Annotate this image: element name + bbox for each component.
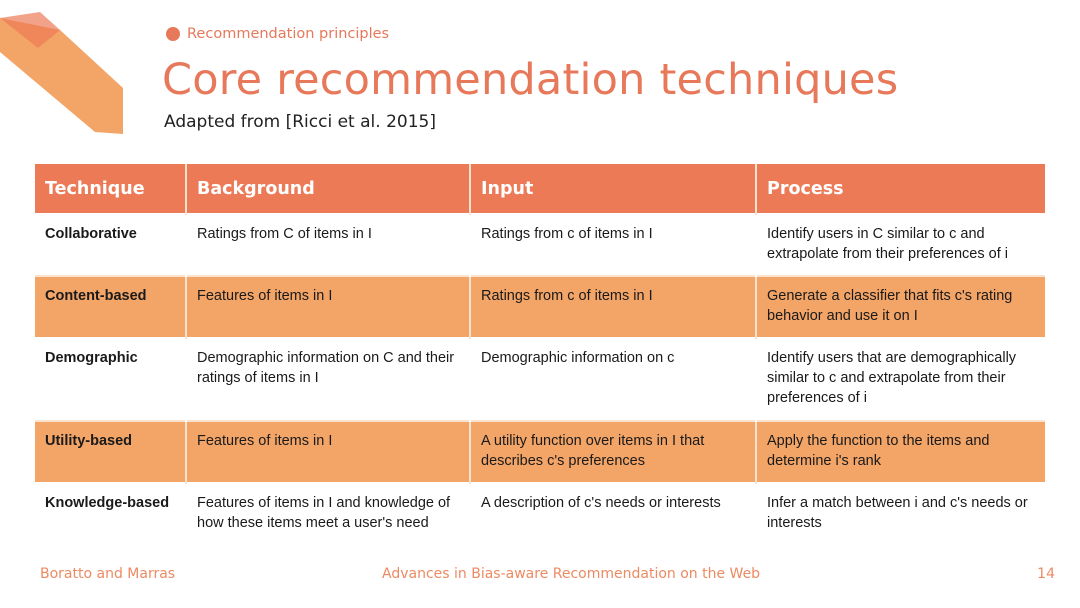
corner-decoration-graphic (0, 0, 140, 140)
page-title: Core recommendation techniques (162, 55, 899, 105)
cell-input: Ratings from c of items in I (470, 276, 756, 338)
cell-input: Ratings from c of items in I (470, 214, 756, 276)
cell-background: Demographic information on C and their ratings of items in I (186, 338, 470, 421)
cell-process: Identify users that are demographically similar to c and extrapolate from their preferences of i (756, 338, 1045, 421)
table-row (35, 338, 1045, 421)
table-row (35, 421, 1045, 483)
cell-input: A utility function over items in I that describes c's preferences (470, 421, 756, 483)
cell-background: Features of items in I and knowledge of how these items meet a user's need (186, 483, 470, 545)
cell-process: Infer a match between i and c's needs or interests (756, 483, 1045, 545)
cell-process: Generate a classifier that fits c's rating behavior and use it on I (756, 276, 1045, 338)
cell-process: Identify users in C similar to c and extrapolate from their preferences of i (756, 214, 1045, 276)
cell-process: Apply the function to the items and determine i's rank (756, 421, 1045, 483)
table-row (35, 483, 1045, 545)
cell-background: Features of items in I (186, 421, 470, 483)
cell-technique: Utility-based (35, 421, 186, 483)
cell-input: Demographic information on c (470, 338, 756, 421)
cell-technique: Knowledge-based (35, 483, 186, 545)
column-header-technique: Technique (35, 164, 186, 214)
cell-input: A description of c's needs or interests (470, 483, 756, 545)
techniques-table (35, 164, 1045, 545)
column-header-background: Background (186, 164, 470, 214)
cell-background: Ratings from C of items in I (186, 214, 470, 276)
footer-title: Advances in Bias-aware Recommendation on the Web (382, 566, 761, 582)
section-label-text: Recommendation principles (187, 26, 390, 42)
table-row (35, 214, 1045, 276)
table-header-row (35, 164, 1045, 214)
cell-technique: Collaborative (35, 214, 186, 276)
cell-background: Features of items in I (186, 276, 470, 338)
cell-technique: Demographic (35, 338, 186, 421)
page-subtitle: Adapted from [Ricci et al. 2015] (164, 112, 436, 132)
page-number: 14 (1037, 566, 1055, 582)
bullet-dot-icon (166, 27, 180, 41)
column-header-process: Process (756, 164, 1045, 214)
footer-authors: Boratto and Marras (40, 566, 176, 582)
section-label (166, 26, 389, 42)
column-header-input: Input (470, 164, 756, 214)
table-row (35, 276, 1045, 338)
cell-technique: Content-based (35, 276, 186, 338)
